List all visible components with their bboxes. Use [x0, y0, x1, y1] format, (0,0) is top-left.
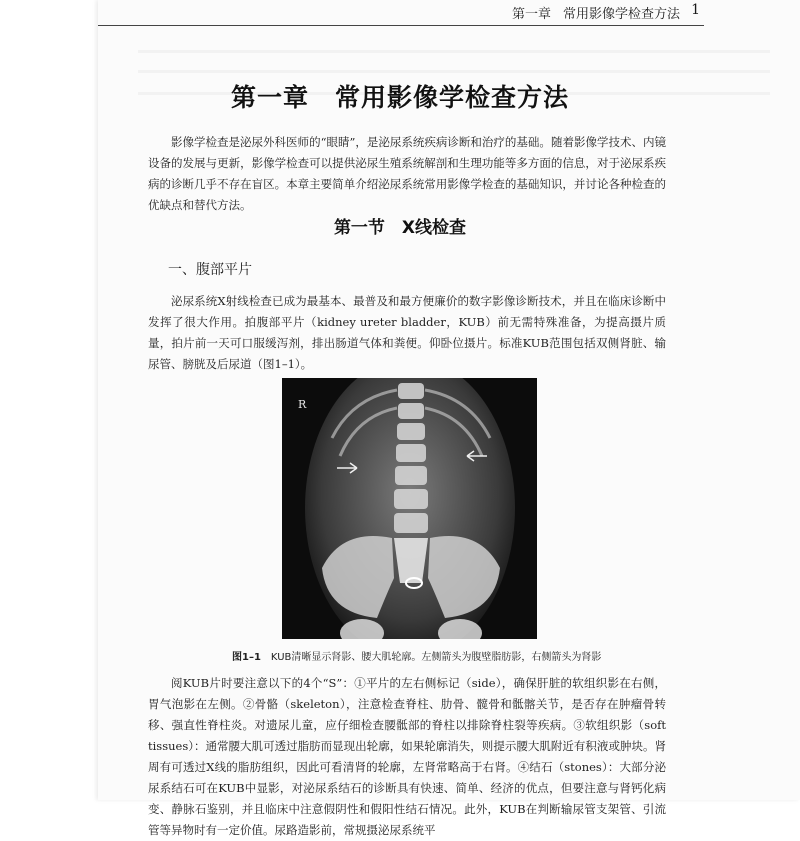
page-number: 1 — [691, 2, 700, 18]
bleed-through — [138, 70, 770, 73]
subsection-title: 一、腹部平片 — [168, 262, 252, 278]
kub-xray-image — [282, 378, 537, 639]
bleed-through — [138, 50, 770, 53]
side-marker: R — [298, 398, 307, 411]
chapter-title: 第一章 常用影像学检查方法 — [230, 83, 569, 112]
figure-number: 图1–1 — [232, 652, 261, 663]
figure-caption-text: KUB清晰显示肾影、腰大肌轮廓。左侧箭头为腹壁脂肪影，右侧箭头为肾影 — [270, 652, 602, 663]
running-header — [512, 3, 680, 22]
intro-paragraph: 影像学检查是泌尿外科医师的“眼睛”，是泌尿系统疾病诊断和治疗的基础。随着影像学技术、内镜设备的发展与更新，影像学检查可以提供泌尿生殖系统解剖和生理功能等多方面的信息，对于泌尿系疾病的诊断几乎不存在盲区。本章主要简单介绍泌尿系统常用影像学检查的基础知识，并讨论各种检查的优缺点和替代方法。 — [148, 135, 666, 212]
xray-illustration — [282, 378, 537, 639]
sacrum — [394, 538, 428, 583]
reading-paragraph: 阅KUB片时要注意以下的4个“S”：①平片的左右侧标记（side），确保肝脏的软组织影在右侧，胃气泡影在左侧。②骨骼（skeleton），注意检查脊柱、肋骨、髋骨和骶髂关节，是否存在肿瘤骨转移、强直性脊柱炎。对遗尿儿童，应仔细检查腰骶部的脊柱以排除脊柱裂等疾病。③软组织影（soft tissues）：通常腰大肌可透过脂肪而显现出轮廓，如果轮廓消失，则提示腰大肌附近有积液或肿块。肾周有可透过X线的脂肪组织，因此可看清肾的轮廓，左肾常略高于右肾。④结石（stones）：大部分泌尿系结石可在KUB中显影，对泌尿系结石的诊断具有快速、简单、经济的优点，但要注意与肾钙化病变、静脉石鉴别，并且临床中注意假阴性和假阳性结石情况。此外，KUB在判断输尿管支架管、引流管等异物时有一定价值。尿路造影前，常规摄泌尿系统平 — [148, 676, 666, 837]
kub-paragraph: 泌尿系统X射线检查已成为最基本、最普及和最方便廉价的数字影像诊断技术，并且在临床诊断中发挥了很大作用。拍腹部平片（kidney ureter bladder，KUB）前无需特殊准备，为提高摄片质量，拍片前一天可口服缓泻剂，排出肠道气体和粪便。仰卧位摄片。标准KUB范围包括双侧肾脏、输尿管、膀胱及后尿道（图1–1）。 — [148, 294, 666, 371]
section-title: 第一节 X线检查 — [333, 218, 467, 238]
figure-caption — [232, 648, 601, 663]
header-title: 常用影像学检查方法 — [562, 7, 680, 22]
header-rule — [98, 25, 704, 26]
header-chapter: 第一章 — [511, 7, 551, 22]
